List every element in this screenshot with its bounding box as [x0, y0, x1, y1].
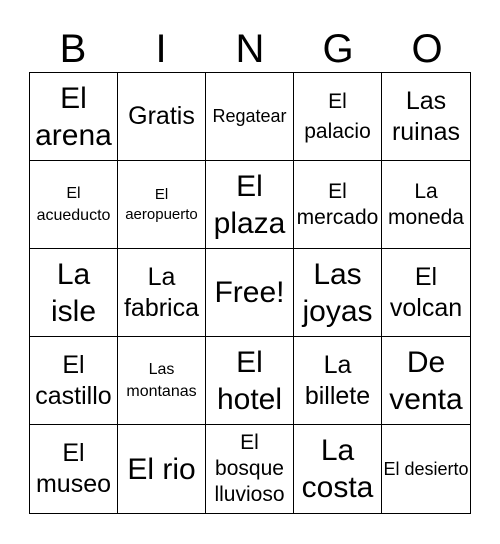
cell-text: El museo: [35, 439, 112, 498]
cell-text: Regatear: [212, 106, 287, 126]
cell-text: La isle: [50, 257, 96, 328]
cell-text: Las joyas: [302, 257, 373, 328]
bingo-cell[interactable]: [382, 425, 470, 513]
free-space-text: Free!: [214, 276, 285, 309]
cell-text: Gratis: [128, 102, 195, 130]
header-letter-b: B: [59, 27, 87, 71]
bingo-cell[interactable]: [382, 73, 470, 161]
bingo-cell[interactable]: [206, 73, 294, 161]
cell-text: El rio: [127, 452, 196, 486]
bingo-cell[interactable]: [118, 425, 206, 513]
cell-text: La moneda: [388, 179, 464, 229]
header-letter-o: O: [411, 27, 443, 71]
cell-text: El acueducto: [36, 184, 111, 224]
cell-text: El palacio: [304, 89, 371, 143]
bingo-cell[interactable]: [382, 161, 470, 249]
bingo-cell[interactable]: [206, 337, 294, 425]
bingo-cell[interactable]: [30, 337, 118, 425]
cell-text: Las ruinas: [391, 86, 461, 146]
bingo-cell[interactable]: [206, 161, 294, 249]
bingo-cell[interactable]: [382, 249, 470, 337]
bingo-cell[interactable]: [30, 73, 118, 161]
free-space-cell[interactable]: [206, 249, 294, 337]
bingo-header: [29, 26, 472, 72]
cell-text: El plaza: [213, 169, 286, 240]
cell-text: La costa: [301, 434, 374, 504]
bingo-cell[interactable]: [118, 161, 206, 249]
bingo-cell[interactable]: [294, 73, 382, 161]
header-letter-n: N: [235, 27, 265, 71]
cell-text: De venta: [389, 345, 463, 416]
cell-text: La billete: [304, 350, 371, 410]
bingo-cell[interactable]: [294, 249, 382, 337]
cell-text: El arena: [35, 81, 112, 152]
cell-text: El desierto: [383, 458, 469, 479]
bingo-cell[interactable]: [294, 161, 382, 249]
bingo-card-grid: [29, 72, 471, 514]
cell-text: La fabrica: [123, 262, 200, 322]
bingo-cell[interactable]: [30, 425, 118, 513]
cell-text: El volcan: [389, 262, 463, 322]
bingo-cell[interactable]: [118, 73, 206, 161]
cell-text: Las montanas: [126, 360, 197, 400]
cell-text: El mercado: [296, 179, 379, 229]
bingo-cell[interactable]: [118, 337, 206, 425]
bingo-cell[interactable]: [30, 161, 118, 249]
bingo-cell[interactable]: [118, 249, 206, 337]
header-letter-i: I: [155, 27, 167, 71]
header-letter-g: G: [322, 27, 354, 71]
bingo-cell[interactable]: [294, 337, 382, 425]
cell-text: El bosque lluvioso: [214, 431, 285, 506]
cell-text: El hotel: [216, 345, 283, 416]
cell-text: El aeropuerto: [125, 185, 198, 223]
bingo-cell[interactable]: [382, 337, 470, 425]
bingo-cell[interactable]: [206, 425, 294, 513]
bingo-cell[interactable]: [30, 249, 118, 337]
cell-text: El castillo: [35, 350, 112, 410]
bingo-cell[interactable]: [294, 425, 382, 513]
